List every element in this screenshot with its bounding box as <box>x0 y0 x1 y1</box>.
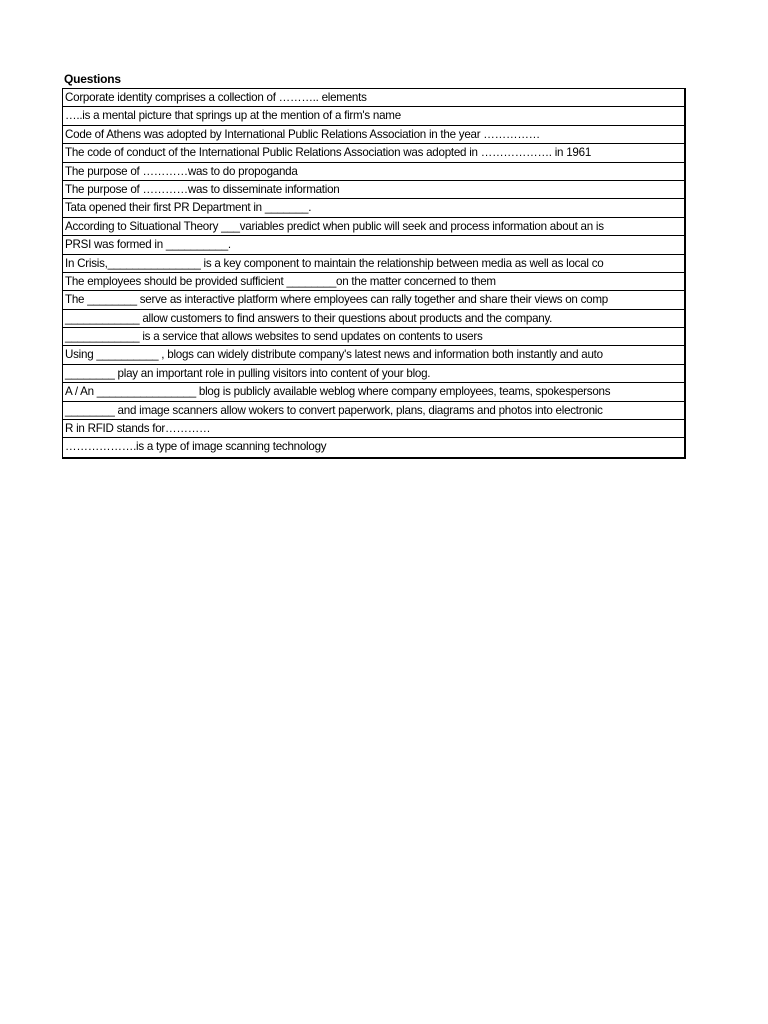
question-row[interactable]: In Crisis,_______________ is a key component to maintain the relationship between media as well as local co <box>63 255 684 273</box>
question-row[interactable]: Tata opened their first PR Department in _______. <box>63 199 684 217</box>
question-row[interactable]: According to Situational Theory ___variables predict when public will seek and process information about an is <box>63 218 684 236</box>
question-row[interactable]: Code of Athens was adopted by International Public Relations Association in the year …………… <box>63 126 684 144</box>
questions-sheet <box>62 70 686 459</box>
column-header-questions: Questions <box>64 72 121 86</box>
question-row[interactable]: R in RFID stands for………… <box>63 420 684 438</box>
question-row[interactable]: …..is a mental picture that springs up at the mention of a firm's name <box>63 107 684 125</box>
question-row[interactable]: ____________ allow customers to find answers to their questions about products and the company. <box>63 310 684 328</box>
question-row[interactable]: The ________ serve as interactive platform where employees can rally together and share their views on comp <box>63 291 684 309</box>
question-row[interactable]: The purpose of …………was to do propoganda <box>63 163 684 181</box>
question-row[interactable]: The code of conduct of the International Public Relations Association was adopted in ………………. in 1961 <box>63 144 684 162</box>
question-row[interactable]: The purpose of …………was to disseminate information <box>63 181 684 199</box>
question-row[interactable]: PRSI was formed in __________. <box>63 236 684 254</box>
question-row[interactable]: The employees should be provided sufficient ________on the matter concerned to them <box>63 273 684 291</box>
question-row[interactable]: ________ and image scanners allow wokers to convert paperwork, plans, diagrams and photos into electronic <box>63 402 684 420</box>
question-row[interactable]: Using __________ , blogs can widely distribute company's latest news and information both instantly and auto <box>63 346 684 364</box>
question-row[interactable]: ________ play an important role in pulling visitors into content of your blog. <box>63 365 684 383</box>
questions-table <box>62 88 686 459</box>
question-row[interactable]: A / An ________________ blog is publicly available weblog where company employees, teams, spokespersons <box>63 383 684 401</box>
question-row[interactable]: ……………….is a type of image scanning technology <box>65 440 327 454</box>
question-row[interactable]: Corporate identity comprises a collection of ……….. elements <box>63 89 684 107</box>
question-row[interactable]: ____________ is a service that allows websites to send updates on contents to users <box>63 328 684 346</box>
